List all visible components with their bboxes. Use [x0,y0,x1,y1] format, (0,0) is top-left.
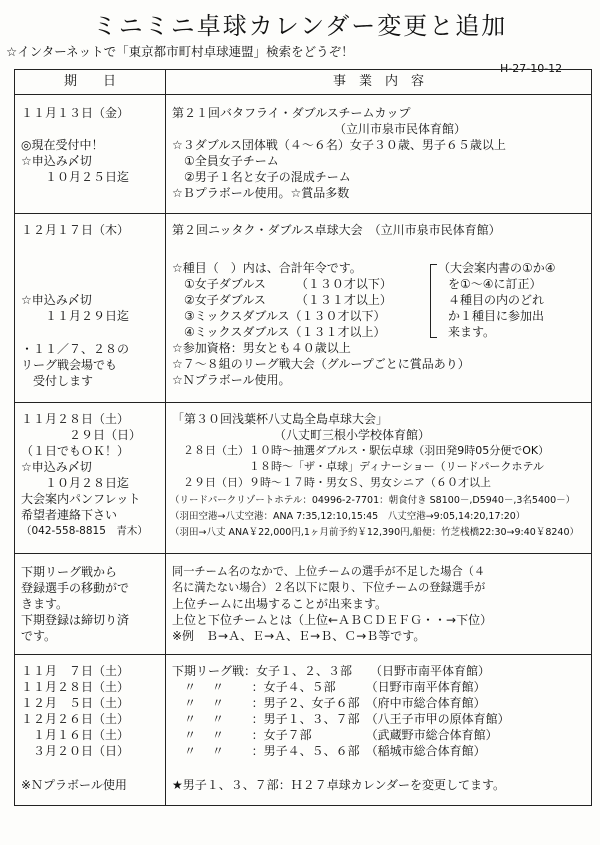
date-line: きます。 [21,597,69,611]
content-line: 〃 〃 ：女子４、５部 （日野市南平体育館） [172,680,486,694]
content-cell [166,554,592,655]
content-line: ④ミックスダブルス（１３１才以上） [172,325,386,339]
date-cell [15,214,166,403]
content-line: 下期リーグ戦：女子１、２、３部 （日野市南平体育館） [172,664,491,678]
note-bracket [430,264,437,338]
content-line: （立川市泉市民体育館） [172,122,467,136]
content-line: ①全員女子チーム [172,154,279,168]
date-line: ☆申込み〆切 [21,460,92,474]
content-line: 〃 〃 ：男子１、３、７部 （八王子市甲の原体育館） [172,712,510,726]
table-row [15,95,592,214]
content-line: 〃 〃 ：男子２、女子６部 （府中市総合体育館） [172,696,486,710]
content-line: （羽田空港→八丈空港：ANA 7:35,12:10,15:45 八丈空港→9:05,14:20,17:20） [170,511,526,522]
table-header-row [15,70,592,95]
content-line: ☆種目（ ）内は、合計年令です。 [172,261,362,275]
content-line: ★男子１、３、７部：Ｈ２７卓球カレンダーを変更してます。 [172,778,506,792]
content-line: ②女子ダブルス （１３１才以上） [172,293,392,307]
content-line: ☆３ダブルス団体戦（４～６名）女子３０歳、男子６５歳以上 [172,138,506,152]
date-line: ２９日（日） [21,428,142,442]
content-line: 名に満たない場合）２名以下に限り、下位チームの登録選手が [172,581,486,594]
note-line: を①～④に訂正） [448,277,542,291]
date-line: 大会案内パンフレット [21,492,141,506]
calendar-table [14,69,592,806]
date-line: ・１１／７、２８の [21,342,130,356]
date-line: １１月 ７日（土） [21,664,130,678]
page-title: ミニミニ卓球カレンダー変更と追加 [92,12,508,40]
date-line: ◎現在受付中！ [21,138,104,152]
event-title: 「第３０回浅葉杯八丈島全島卓球大会」 [172,412,389,426]
date-line: １２月２６日（土） [21,712,130,726]
note-line: か１種目に参加出 [448,309,545,323]
content-line: ☆Ｂプラボール使用。☆賞品多数 [172,186,350,200]
date-line: 下期リーグ戦から [21,565,118,579]
content-line: 上位チームに出場することが出来ます。 [172,597,388,611]
event-title: 第２１回バタフライ・ダブルスチームカップ [172,106,411,120]
content-cell [166,655,592,806]
content-line: 〃 〃 ：男子４、５、６部 （稲城市総合体育館） [172,744,486,758]
date-line: ☆申込み〆切 [21,154,92,168]
note-line: （大会案内書の①か④ [438,261,556,275]
date-line: 登録選手の移動がで [21,581,130,595]
event-title: 第２回ニッタク・ダブルス卓球大会 （立川市泉市民体育館） [172,223,501,237]
col-header-content: 事 業 内 容 [166,70,592,95]
note-line: 来ます。 [448,325,496,339]
table-row [15,554,592,655]
content-cell [166,403,592,554]
date-line: １０月２８日迄 [21,476,130,490]
date-line: （１日でもＯＫ！） [21,444,130,458]
date-line: 希望者連絡下さい [21,508,118,522]
content-line: （羽田→八丈 ANA￥22,000円,1ヶ月前予約￥12,390円,船便：竹芝桟橋22:30→9:40￥8240） [170,527,579,538]
date-line: １２月 ５日（土） [21,696,130,710]
date-line: ３月２０日（日） [21,744,130,758]
table-row [15,214,592,403]
content-line: （リードパークリゾートホテル：04996-2-7701：朝食付き S8100－,D5940－,3名5400－） [170,495,576,506]
content-line: 〃 〃 ：女子７部 （武蔵野市総合体育館） [172,728,498,742]
date-line: １月１６日（土） [21,728,130,742]
note-line: ４種目の内のどれ [448,293,545,307]
date-line: １１月１３日（金） [21,106,130,120]
date-line: １１月２８日（土） [21,412,130,426]
content-cell [166,95,592,214]
date-line: ☆申込み〆切 [21,293,92,307]
content-line: ①女子ダブルス （１３０才以下） [172,277,392,291]
date-cell [15,554,166,655]
content-line: ※例 Ｂ→Ａ、Ｅ→Ａ、Ｅ→Ｂ、Ｃ→Ｂ等です。 [172,629,426,643]
date-line: １０月２５日迄 [21,170,130,184]
date-line: １１月２９日迄 [21,309,130,323]
date-line: １２月１７日（木） [21,223,130,237]
col-header-date: 期 日 [15,70,166,95]
content-line: ③ミックスダブルス（１３０才以下） [172,309,386,323]
content-line: ☆Ｎプラボール使用。 [172,373,291,387]
content-line: ２８日（土）１０時～抽選ダブルス・駅伝卓球（羽田発9時05分便でOK） [172,444,550,457]
content-cell [166,214,592,403]
date-line: 下期登録は締切り済 [21,613,130,627]
date-cell [15,403,166,554]
date-line: リーグ戦会場でも [21,358,118,372]
date-line: （042-558-8815 青木） [21,525,148,537]
date-line: 受付します [21,374,94,388]
content-line: 同一チーム名のなかで、上位チームの選手が不足した場合（４ [172,565,486,578]
content-line: 上位と下位チームとは（上位←ＡＢＣＤＥＦＧ・・→下位） [172,613,493,627]
content-line: ☆参加資格：男女とも４０歳以上 [172,341,351,355]
content-line: ☆７～８組のリーグ戦大会（グループごとに賞品あり） [172,357,470,371]
date-line: ※Ｎプラボール使用 [21,778,127,792]
subtitle: ☆インターネットで「東京都市町村卓球連盟」検索をどうぞ！ [6,44,354,59]
document-date: H-27-10-12 [500,62,563,75]
content-line: １８時～「ザ・卓球」ディナーショー（リードパークホテル [172,460,544,473]
date-line: です。 [21,629,57,643]
table-row [15,655,592,806]
date-cell [15,95,166,214]
content-line: （八丈町三根小学校体育館） [172,428,431,442]
table-row [15,403,592,554]
content-line: ②男子１名と女子の混成チーム [172,170,351,184]
date-line: １１月２８日（土） [21,680,130,694]
content-line: ２９日（日）９時～１７時・男女Ｓ、男女シニア（６０才以上 [172,476,491,489]
date-cell [15,655,166,806]
